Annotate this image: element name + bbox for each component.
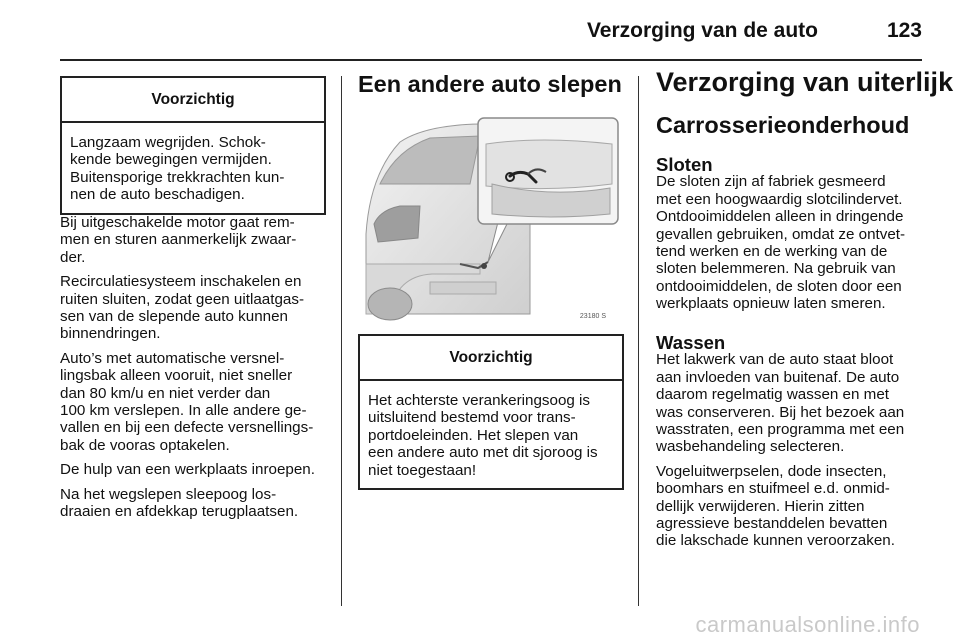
text-line: kende bewegingen vermijden. [70, 151, 272, 169]
text-line: die lakschade kunnen veroorzaken. [656, 532, 895, 550]
column-divider [638, 76, 639, 606]
body-text [60, 214, 335, 528]
text-line: ruiten sluiten, zodat geen uitlaatgas- [60, 290, 305, 308]
text-line: 100 km verslepen. In alle andere ge- [60, 402, 307, 420]
text-line: De sloten zijn af fabriek gesmeerd [656, 173, 886, 191]
text-line: dan 80 km/u en niet verder dan [60, 384, 271, 402]
paragraph [60, 461, 335, 478]
text-line: draaien en afdekkap terugplaatsen. [60, 503, 299, 521]
paragraph [60, 486, 335, 521]
text-line: Ontdooimiddelen alleen in dringende [656, 208, 904, 226]
text-line: Auto’s met automatische versnel- [60, 349, 285, 367]
text-line: Vogeluitwerpselen, dode insecten, [656, 462, 887, 480]
towing-eye-illustration [360, 114, 622, 322]
text-line: agressieve bestanddelen bevatten [656, 515, 888, 533]
text-line: Het lakwerk van de auto staat bloot [656, 351, 894, 369]
subsection-sloten [656, 156, 928, 320]
chapter-heading: Verzorging van uiterlijk [656, 67, 954, 97]
text-line: aan invloeden van buitenaf. De auto [656, 368, 900, 386]
subsection-wassen [656, 334, 928, 557]
page-number: 123 [886, 19, 922, 42]
text-line: tend werken en de werking van de [656, 243, 888, 261]
caution-box [358, 334, 624, 490]
text-line: Het achterste verankeringsoog is [368, 392, 591, 409]
text-line: men en sturen aanmerkelijk zwaar- [60, 231, 297, 249]
caution-title: Voorzichtig [360, 336, 622, 381]
text-line: boomhars en stuifmeel e.d. onmid- [656, 480, 890, 498]
page-header [0, 0, 960, 60]
header-rule [60, 59, 922, 61]
text-line: der. [60, 248, 86, 266]
caution-title: Voorzichtig [62, 78, 324, 123]
section-title: Verzorging van de auto [586, 19, 818, 42]
text-line: Buitensporige trekkrachten kun- [70, 168, 285, 186]
caution-text [62, 123, 324, 213]
text-line: werkplaats opnieuw laten smeren. [656, 295, 886, 313]
paragraph [60, 350, 335, 454]
text-line: daarom regelmatig wassen en met [656, 386, 889, 404]
text-line: De hulp van een werkplaats inroepen. [60, 461, 315, 479]
text-line: dellijk verwijderen. Hierin zitten [656, 497, 865, 515]
text-line: nen de auto beschadigen. [70, 186, 245, 204]
subsection-title: Sloten [656, 154, 713, 175]
text-line: niet toegestaan! [368, 461, 477, 479]
column-divider [341, 76, 342, 606]
text-line: sen van de slepende auto kunnen [60, 308, 288, 326]
text-line: vallen en bij een defecte versnellings- [60, 419, 314, 437]
text-line: portdoeleinden. Het slepen van [368, 426, 579, 444]
text-line: gevallen gebruiken, omdat ze ontvet- [656, 225, 906, 243]
text-line: binnendringen. [60, 325, 161, 343]
subheading: Carrosserieonderhoud [656, 112, 910, 138]
text-line: Na het wegslepen sleepoog los- [60, 485, 277, 503]
subsection-title: Wassen [656, 332, 726, 353]
caution-text [360, 381, 622, 488]
text-line: was conserveren. Bij het bezoek aan [656, 403, 905, 421]
text-line: lingsbak alleen vooruit, niet sneller [60, 367, 293, 385]
paragraph [656, 463, 928, 550]
illustration-id: 23180 S [579, 313, 606, 320]
text-line: wasstraten, een programma met een [656, 421, 905, 439]
text-line: uitsluitend bestemd voor trans- [368, 409, 576, 427]
paragraph [656, 173, 928, 312]
text-line: ontdooimiddelen, de sloten door een [656, 277, 902, 295]
text-line: met een hoogwaardig slotcilindervet. [656, 190, 903, 208]
section-heading: Een andere auto slepen [358, 71, 622, 97]
paragraph [656, 351, 928, 455]
text-line: Langzaam wegrijden. Schok- [70, 134, 266, 151]
text-line: Recirculatiesysteem inschakelen en [60, 273, 302, 291]
text-line: een andere auto met dit sjoroog is [368, 444, 598, 462]
caution-box [60, 76, 326, 215]
watermark[interactable]: carmanualsonline.info [695, 612, 920, 637]
text-line: bak de vooras optakelen. [60, 436, 230, 454]
text-line: Bij uitgeschakelde motor gaat rem- [60, 214, 295, 231]
paragraph [60, 273, 335, 343]
text-line: sloten belemmeren. Na gebruik van [656, 260, 896, 278]
paragraph [60, 214, 335, 266]
text-line: wasbehandeling selecteren. [656, 438, 845, 456]
